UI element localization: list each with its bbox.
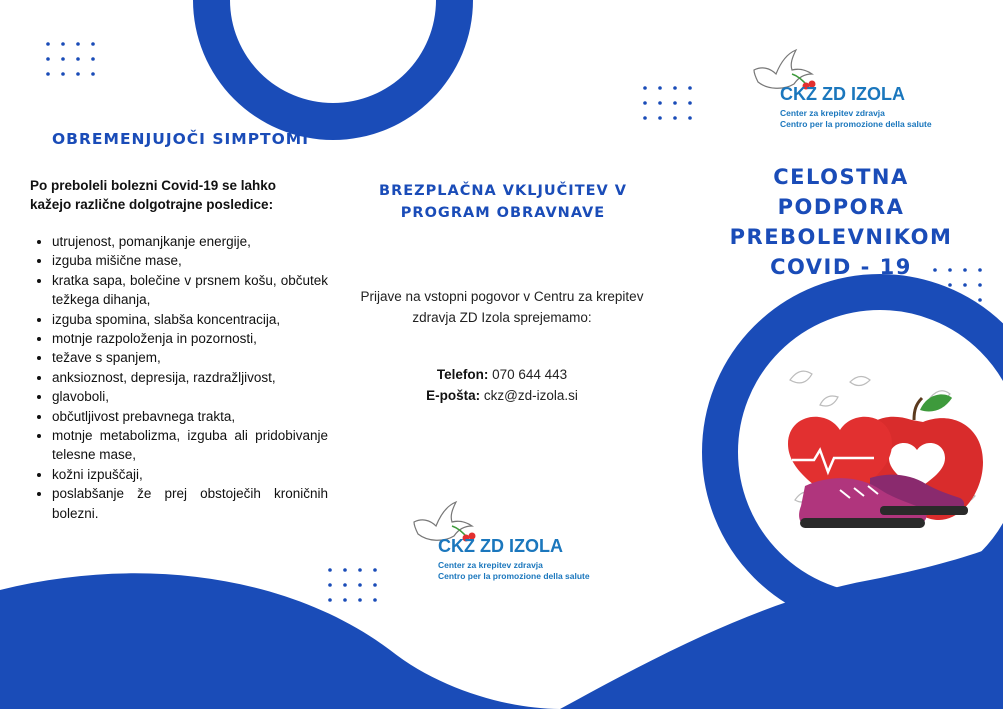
registration-text: Prijave na vstopni pogovor v Centru za krepitev zdravja ZD Izola sprejemamo:	[360, 289, 644, 325]
email-line	[352, 385, 652, 406]
logo-name: CKZ ZD IZOLA	[780, 84, 905, 104]
phone-number[interactable]: 070 644 443	[492, 367, 568, 382]
dot-grid-top-left	[46, 42, 95, 76]
dot-grid-bottom-middle	[328, 568, 377, 602]
list-item: • glavoboli,	[52, 387, 328, 406]
title-line: PODPORA	[777, 195, 905, 219]
list-item: • poslabšanje že prej obstoječih kroničnih bolezni.	[52, 484, 328, 523]
bottom-wave-shape	[0, 573, 560, 709]
list-item: • težave s spanjem,	[52, 348, 328, 367]
ckz-logo-right	[748, 40, 948, 140]
logo-line1: Center za krepitev zdravja	[780, 108, 885, 118]
title-line: CELOSTNA	[773, 165, 909, 189]
symptoms-heading: OBREMENJUJOČI SIMPTOMI	[52, 130, 309, 148]
title-line: COVID - 19	[770, 255, 912, 279]
list-item: • kožni izpuščaji,	[52, 465, 328, 484]
list-item: • motnje metabolizma, izguba ali pridobivanje telesne mase,	[52, 426, 328, 465]
ckz-logo-middle	[408, 492, 608, 592]
symptoms-list	[34, 232, 328, 523]
list-item: • izguba mišične mase,	[52, 251, 328, 270]
list-item: • motnje razpoloženja in pozornosti,	[52, 329, 328, 348]
list-item: • izguba spomina, slabša koncentracija,	[52, 310, 328, 329]
logo-name: CKZ ZD IZOLA	[438, 536, 563, 556]
phone-line	[352, 364, 652, 385]
logo-line2: Centro per la promozione della salute	[780, 119, 932, 129]
dot-grid-top-right	[643, 86, 692, 120]
symptoms-intro: Po preboleli bolezni Covid-19 se lahko kažejo različne dolgotrajne posledice:	[30, 178, 277, 212]
contact-block	[352, 364, 652, 406]
list-item: • kratka sapa, bolečine v prsnem košu, občutek težkega dihanja,	[52, 271, 328, 310]
list-item: • občutljivost prebavnega trakta,	[52, 407, 328, 426]
list-item: • anksioznost, depresija, razdražljivost,	[52, 368, 328, 387]
logo-line1: Center za krepitev zdravja	[438, 560, 543, 570]
program-heading: BREZPLAČNA VKLJUČITEV V PROGRAM OBRAVNAVE	[379, 183, 627, 221]
logo-line2: Centro per la promozione della salute	[438, 571, 590, 581]
title-line: PREBOLEVNIKOM	[729, 225, 953, 249]
phone-label: Telefon:	[436, 367, 489, 382]
health-illustration	[788, 371, 983, 528]
top-ring-shape	[193, 0, 473, 140]
email-label: E-pošta:	[426, 388, 481, 403]
list-item: • utrujenost, pomanjkanje energije,	[52, 232, 328, 251]
brochure-title	[712, 162, 970, 282]
email-address[interactable]: ckz@zd-izola.si	[483, 388, 578, 403]
